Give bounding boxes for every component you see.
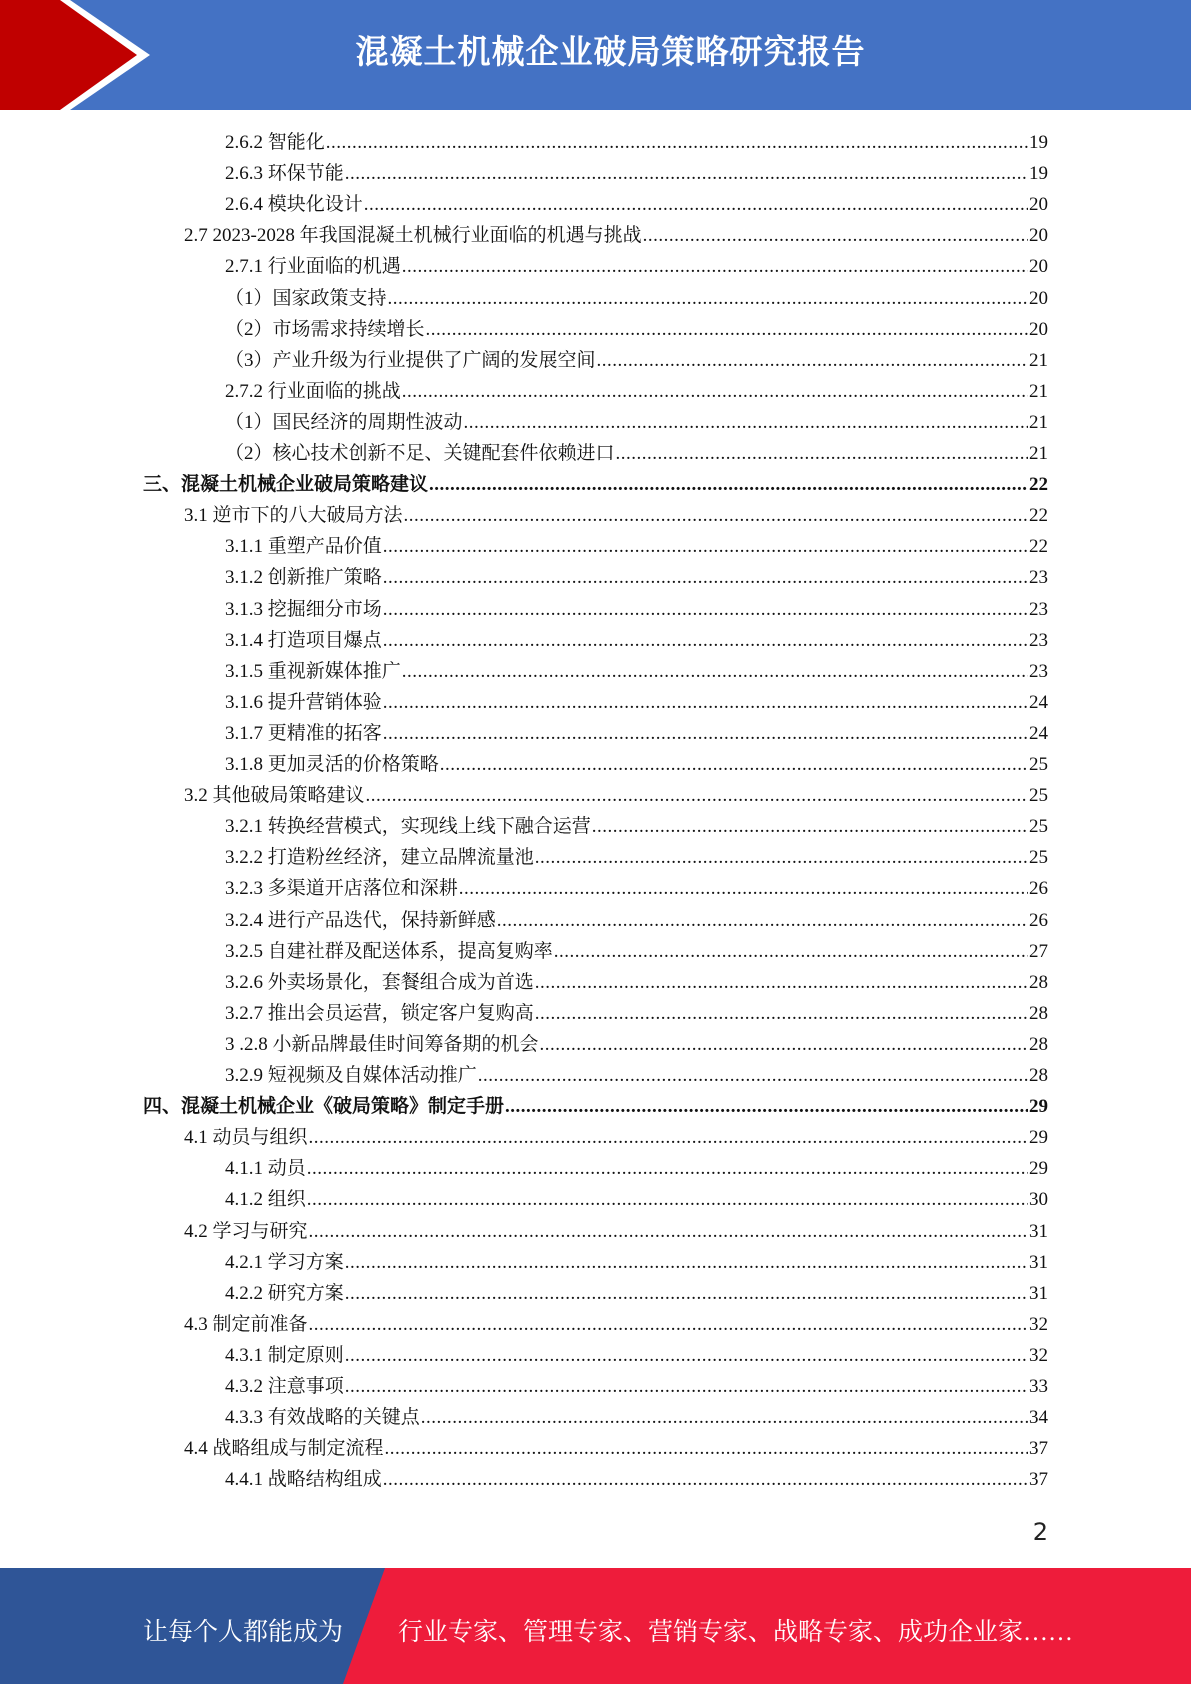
toc-dot-leader	[429, 469, 1028, 500]
toc-entry-page: 26	[1029, 909, 1048, 931]
toc-entry-title: 2.6.3 环保节能	[225, 163, 344, 185]
toc-entry-title: 3.2.7 推出会员运营，锁定客户复购高	[225, 1002, 534, 1024]
toc-entry[interactable]	[225, 873, 1048, 904]
toc-entry-title: 4.2.1 学习方案	[225, 1251, 344, 1273]
toc-dot-leader	[383, 562, 1028, 593]
toc-entry[interactable]	[225, 936, 1048, 967]
toc-dot-leader	[326, 127, 1028, 158]
toc-entry-title: 3.1.7 更精准的拓客	[225, 722, 382, 744]
toc-entry[interactable]	[225, 1153, 1048, 1184]
toc-entry-title: 4.4.1 战略结构组成	[225, 1469, 382, 1491]
toc-entry-title: 4.1.1 动员	[225, 1158, 306, 1180]
toc-entry-page: 25	[1029, 816, 1048, 838]
toc-entry-page: 23	[1029, 660, 1048, 682]
toc-entry-page: 31	[1029, 1251, 1048, 1273]
toc-entry-page: 33	[1029, 1376, 1048, 1397]
toc-entry[interactable]	[225, 1247, 1048, 1278]
toc-entry[interactable]	[225, 905, 1048, 936]
toc-dot-leader	[597, 345, 1028, 376]
toc-entry-page: 31	[1029, 1282, 1048, 1304]
toc-entry-page: 37	[1029, 1438, 1048, 1460]
toc-entry-title: 3.1.6 提升营销体验	[225, 691, 382, 713]
page-header	[0, 0, 1191, 110]
toc-dot-leader	[309, 1309, 1028, 1340]
toc-entry[interactable]	[225, 251, 1048, 282]
toc-entry[interactable]	[225, 376, 1048, 407]
toc-entry-title: 3.2.5 自建社群及配送体系，提高复购率	[225, 940, 553, 962]
toc-entry-page: 19	[1029, 163, 1048, 185]
toc-dot-leader	[345, 1247, 1028, 1278]
toc-dot-leader	[616, 438, 1028, 469]
toc-dot-leader	[383, 687, 1028, 718]
toc-entry[interactable]	[184, 1433, 1048, 1464]
toc-entry-title: 3.1.4 打造项目爆点	[225, 629, 382, 651]
toc-entry-title: 3.1.1 重塑产品价值	[225, 536, 382, 558]
toc-dot-leader	[402, 376, 1028, 407]
toc-entry-page: 21	[1029, 349, 1048, 371]
toc-entry-title: （3）产业升级为行业提供了广阔的发展空间	[225, 349, 596, 371]
toc-dot-leader	[345, 1278, 1028, 1309]
toc-entry[interactable]	[225, 998, 1048, 1029]
toc-dot-leader	[540, 1029, 1028, 1060]
toc-dot-leader	[404, 500, 1028, 531]
toc-entry-title: 3.2.6 外卖场景化，套餐组合成为首选	[225, 971, 534, 993]
toc-dot-leader	[383, 718, 1028, 749]
toc-entry[interactable]	[143, 469, 1048, 500]
page-number: 2	[1032, 1518, 1048, 1546]
toc-entry-page: 30	[1029, 1189, 1048, 1211]
toc-dot-leader	[464, 407, 1028, 438]
toc-entry[interactable]	[225, 1464, 1048, 1495]
toc-dot-leader	[535, 998, 1028, 1029]
toc-dot-leader	[345, 158, 1028, 189]
toc-entry-page: 32	[1029, 1344, 1048, 1366]
toc-entry-title: 4.2.2 研究方案	[225, 1282, 344, 1304]
toc-entry-page: 23	[1029, 598, 1048, 620]
toc-entry-title: 3.2.3 多渠道开店落位和深耕	[225, 878, 458, 900]
toc-entry-page: 24	[1029, 691, 1048, 713]
toc-entry[interactable]	[184, 780, 1048, 811]
toc-entry[interactable]	[225, 625, 1048, 656]
toc-entry-page: 28	[1029, 1002, 1048, 1024]
toc-entry-title: 3.1 逆市下的八大破局方法	[184, 505, 403, 527]
toc-entry[interactable]	[225, 407, 1048, 438]
toc-entry-title: 三、混凝土机械企业破局策略建议	[143, 474, 429, 496]
toc-entry[interactable]	[225, 158, 1048, 189]
toc-entry[interactable]	[225, 718, 1048, 749]
toc-entry[interactable]	[225, 1371, 1048, 1402]
toc-entry-title: 3.2.1 转换经营模式，实现线上线下融合运营	[225, 816, 591, 838]
toc-dot-leader	[345, 1340, 1028, 1371]
toc-entry-title: 3.1.5 重视新媒体推广	[225, 660, 401, 682]
footer-slogan-left: 让每个人都能成为	[143, 1619, 344, 1646]
toc-entry-title: （1）国家政策支持	[225, 287, 387, 309]
toc-entry[interactable]	[225, 283, 1048, 314]
toc-entry-title: 3.1.2 创新推广策略	[225, 567, 382, 589]
toc-entry-title: 3.1.3 挖掘细分市场	[225, 598, 382, 620]
toc-entry[interactable]	[225, 127, 1048, 158]
toc-entry-page: 28	[1029, 971, 1048, 993]
toc-entry-page: 22	[1029, 474, 1048, 496]
document-title: 混凝土机械企业破局策略研究报告	[355, 32, 866, 71]
toc-entry-title: 4.1.2 组织	[225, 1189, 306, 1211]
toc-dot-leader	[309, 1216, 1028, 1247]
toc-dot-leader	[307, 1153, 1028, 1184]
toc-dot-leader	[505, 1091, 1028, 1122]
toc-entry-page: 20	[1029, 287, 1048, 309]
toc-entry-page: 21	[1029, 443, 1048, 464]
toc-dot-leader	[385, 1433, 1028, 1464]
toc-entry-title: 2.6.4 模块化设计	[225, 194, 363, 216]
page-footer	[0, 1568, 1191, 1684]
toc-entry-page: 24	[1029, 722, 1048, 744]
toc-dot-leader	[426, 314, 1028, 345]
toc-dot-leader	[383, 625, 1028, 656]
toc-entry-page: 29	[1029, 1096, 1048, 1118]
toc-entry-page: 25	[1029, 754, 1048, 775]
toc-entry[interactable]	[225, 749, 1048, 780]
toc-entry-title: 4.1 动员与组织	[184, 1127, 308, 1149]
toc-entry-title: 3.2 其他破局策略建议	[184, 785, 365, 807]
toc-entry-page: 20	[1029, 318, 1048, 340]
toc-entry[interactable]	[184, 1309, 1048, 1340]
toc-dot-leader	[535, 842, 1028, 873]
toc-dot-leader	[643, 220, 1028, 251]
toc-entry-title: 4.4 战略组成与制定流程	[184, 1438, 384, 1460]
toc-dot-leader	[309, 1122, 1028, 1153]
toc-dot-leader	[402, 656, 1028, 687]
toc-dot-leader	[345, 1371, 1028, 1402]
toc-dot-leader	[402, 251, 1028, 282]
toc-entry-title: 2.7.2 行业面临的挑战	[225, 380, 401, 402]
toc-entry-page: 19	[1029, 132, 1048, 153]
toc-entry-page: 21	[1029, 380, 1048, 402]
toc-entry-page: 21	[1029, 411, 1048, 433]
toc-entry[interactable]	[184, 1216, 1048, 1247]
toc-entry[interactable]	[225, 1278, 1048, 1309]
toc-entry-page: 22	[1029, 536, 1048, 558]
toc-entry-title: （2）核心技术创新不足、关键配套件依赖进口	[225, 443, 615, 464]
toc-entry-title: 3.2.4 进行产品迭代，保持新鲜感	[225, 909, 496, 931]
toc-entry-page: 25	[1029, 785, 1048, 807]
toc-dot-leader	[459, 873, 1028, 904]
toc-entry[interactable]	[225, 594, 1048, 625]
toc-entry[interactable]	[225, 531, 1048, 562]
toc-entry[interactable]	[184, 500, 1048, 531]
toc-entry-page: 34	[1029, 1407, 1048, 1429]
toc-entry[interactable]	[225, 656, 1048, 687]
toc-entry-title: 4.3.1 制定原则	[225, 1344, 344, 1366]
toc-entry[interactable]	[225, 1184, 1048, 1215]
toc-entry-title: 3.1.8 更加灵活的价格策略	[225, 754, 439, 775]
toc-dot-leader	[364, 189, 1028, 220]
toc-entry-title: 4.2 学习与研究	[184, 1220, 308, 1242]
toc-entry[interactable]	[225, 1060, 1048, 1091]
toc-entry-page: 29	[1029, 1127, 1048, 1149]
toc-entry-title: 2.7 2023-2028 年我国混凝土机械行业面临的机遇与挑战	[184, 225, 642, 247]
toc-dot-leader	[388, 283, 1028, 314]
toc-entry[interactable]	[225, 438, 1048, 469]
toc-entry-page: 23	[1029, 629, 1048, 651]
toc-entry-title: 3 .2.8 小新品牌最佳时间筹备期的机会	[225, 1033, 539, 1055]
toc-entry-title: 4.3.2 注意事项	[225, 1376, 344, 1397]
toc-entry[interactable]	[225, 811, 1048, 842]
toc-entry[interactable]	[143, 1091, 1048, 1122]
toc-dot-leader	[421, 1402, 1028, 1433]
toc-entry-page: 20	[1029, 256, 1048, 278]
toc-entry[interactable]	[184, 220, 1048, 251]
toc-entry-title: 2.6.2 智能化	[225, 132, 325, 153]
toc-entry-title: （2）市场需求持续增长	[225, 318, 425, 340]
toc-dot-leader	[383, 531, 1028, 562]
toc-entry-title: （1）国民经济的周期性波动	[225, 411, 463, 433]
toc-entry[interactable]	[225, 562, 1048, 593]
toc-entry-page: 26	[1029, 878, 1048, 900]
toc-dot-leader	[478, 1060, 1028, 1091]
toc-entry-page: 20	[1029, 225, 1048, 247]
toc-entry-title: 4.3.3 有效战略的关键点	[225, 1407, 420, 1429]
toc-entry[interactable]	[225, 687, 1048, 718]
toc-dot-leader	[554, 936, 1028, 967]
toc-entry[interactable]	[225, 314, 1048, 345]
toc-entry[interactable]	[225, 842, 1048, 873]
toc-entry-page: 25	[1029, 847, 1048, 869]
toc-entry-page: 28	[1029, 1065, 1048, 1086]
toc-entry-page: 22	[1029, 505, 1048, 527]
toc-entry-page: 31	[1029, 1220, 1048, 1242]
toc-entry-title: 四、混凝土机械企业《破局策略》制定手册	[143, 1096, 505, 1118]
toc-entry-page: 29	[1029, 1158, 1048, 1180]
toc-entry[interactable]	[225, 189, 1048, 220]
toc-dot-leader	[440, 749, 1028, 780]
footer-slogan-right: 行业专家、管理专家、营销专家、战略专家、成功企业家……	[398, 1619, 1074, 1646]
toc-entry-page: 23	[1029, 567, 1048, 589]
toc-entry[interactable]	[184, 1122, 1048, 1153]
toc-dot-leader	[383, 1464, 1028, 1495]
toc-dot-leader	[383, 594, 1028, 625]
toc-entry-page: 32	[1029, 1313, 1048, 1335]
toc-entry[interactable]	[225, 1029, 1048, 1060]
toc-entry[interactable]	[225, 1402, 1048, 1433]
toc-entry-title: 3.2.2 打造粉丝经济，建立品牌流量池	[225, 847, 534, 869]
toc-entry-page: 28	[1029, 1033, 1048, 1055]
toc-dot-leader	[535, 967, 1028, 998]
toc-dot-leader	[497, 905, 1028, 936]
toc-dot-leader	[592, 811, 1028, 842]
toc-dot-leader	[366, 780, 1028, 811]
toc-dot-leader	[307, 1184, 1028, 1215]
toc-entry[interactable]	[225, 345, 1048, 376]
toc-entry-title: 4.3 制定前准备	[184, 1313, 308, 1335]
toc-entry-page: 37	[1029, 1469, 1048, 1491]
toc-entry-page: 20	[1029, 194, 1048, 216]
toc-entry-title: 2.7.1 行业面临的机遇	[225, 256, 401, 278]
toc-entry-page: 27	[1029, 940, 1048, 962]
toc-entry-title: 3.2.9 短视频及自媒体活动推广	[225, 1065, 477, 1086]
toc-entry[interactable]	[225, 1340, 1048, 1371]
toc-entry[interactable]	[225, 967, 1048, 998]
